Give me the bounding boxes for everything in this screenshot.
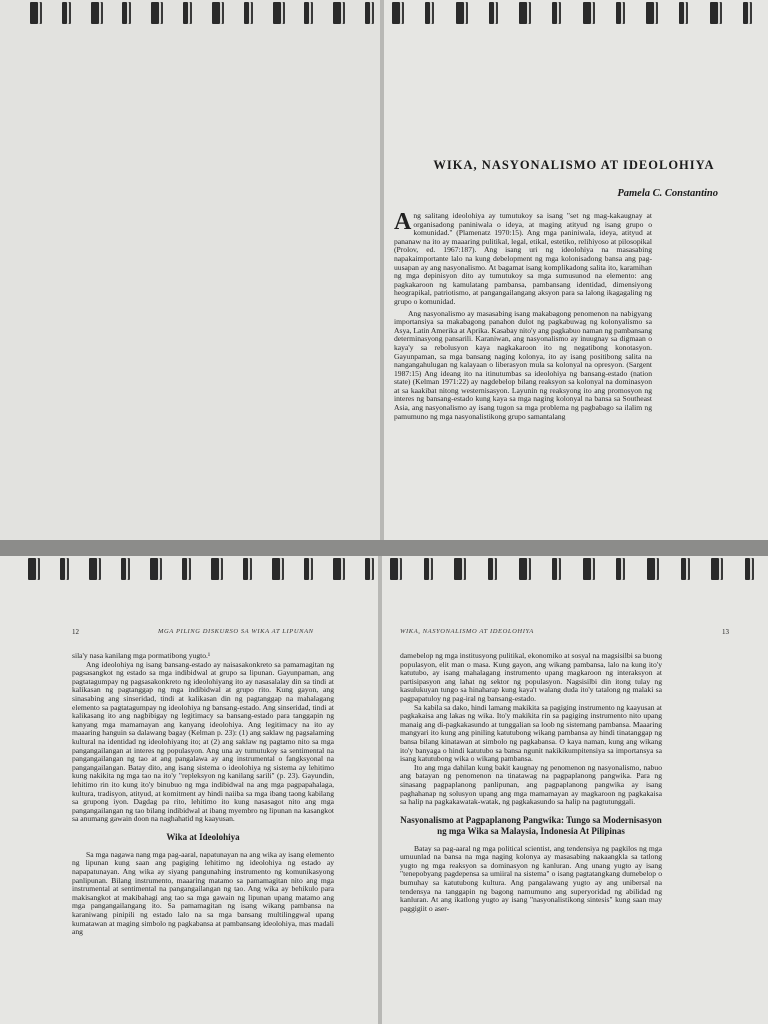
article-right-page [382,556,768,1024]
paragraph: Sa mga nagawa nang mga pag-aaral, napatunayan na ang wika ay isang elemento ng lipunan kung saan ang pagiging lehitimo ng ideolohiya ng estado ay napapatunayan. Ang wika ay siyang pangunahing instrumento ng komunikasyong panlipunan. Bilang instrumento, maaaring matamo sa pamamagitan nito ang mga instrumental at sentimental na pangangailangan ng tao. Ang wika ay behikulo para makisangkot at makibahagi ang tao sa mga gawain ng lipunan upang matamo ang mga pangangailangang ito. Sa pamamagitan ng isang wikang pambansa na karaniwang pinipili ng estado lalo na sa mga bansang multilinggwal upang kumatawan at maging simbolo ng pagkabansa at pambansang ideolohiya, mas madali ang [72,849,334,937]
binding-ring [646,2,654,24]
scan-separator [0,540,768,556]
binding-ring [679,2,684,24]
binding-ring [62,2,67,24]
section-heading: Wika at Ideolohiya [166,831,240,842]
binding-ring [454,558,462,580]
bottom-spread [0,556,768,1024]
article-body [400,652,662,913]
article-body [72,652,334,937]
binding-ring [121,558,126,580]
binding-ring [583,2,591,24]
binding-ring [456,2,464,24]
binding-ring [304,558,309,580]
binding-ring [211,558,219,580]
binding-ring [710,2,718,24]
spiral-binding [28,556,370,586]
binding-ring [91,2,99,24]
article-left-page [0,556,378,1024]
page-number: 13 [722,628,729,636]
drop-cap: A [394,209,412,235]
running-head: WIKA, NASYONALISMO AT IDEOLOHIYA [400,628,534,635]
binding-ring [150,558,158,580]
binding-ring [60,558,65,580]
binding-ring [304,2,309,24]
paragraph: Ang ideolohiya ng isang bansang-estado ay naisasakonkreto sa pamamagitan ng pagsasangkot ng estado sa mga indibidwal at grupo sa lipunan. Gayunpaman, ang pagtatagumpay ng pagsasakonkreto ng ideolohiyang ito ay nasasalalay din sa tindi at kalikasan ng pagtanggap ng mga indibidwal at grupo rito. Kung gayon, ang sinasabing ang sinseridad, tindi at kalikasan din ng pagtanggap na mahalagang elemento sa pagtatagumpay ng ideolohiya ng bansang-estado. Ang sinseridad, tindi at kalikasang ito ang nagbibigay ng legitimacy sa bansang-estado para tanggapin ng kanyang mga mamamayan ang kanyang ideolohiya. Ang legitimacy na ito ay maaaring hanguin sa dalawang bagay (Kelman p. 23): (1) ang saklaw ng pagsalaming kultural na identidad ng ideolohiyang ito; at (2) ang saklaw ng pagtamo nito sa mga pangangailangan at interes ng populasyon. Ang una ay tumutukoy sa sentimental na pangangailangan ng tao at ang pangalawa ay ang instrumental o fangksyonal na pangangailangan. Batay dito, ang isang sistema o ideolohiya ng sistema ay lehitimo kung nakikita ng mga tao na ito'y "repleksyon ng kanilang sarili" (p. 23). Gayundin, lehitimo rin ito kung ito'y binubuo ng mga indibidwal na ang mga pagpapahalaga, kultura, tradisyon, atityud, at komitment ay hindi naiiba sa mga ibang taong kabilang sa grupong iyon. Dagdag pa rito, lehitimo ito kung nasasagot nito ang mga pangangailangan ng tao bilang indibidwal at ibang myembro ng lipunan na kasangkot sa anumang gawain doon na naghahatid ng kaayusan. [72,659,334,824]
paragraph: damebelop ng mga institusyong pulitikal, ekonomiko at sosyal na magsisilbi sa buong populasyon, elit man o masa. Kung gayon, ang wikang pambansa, lalo na kung ito'y katutubo, ay isang mahalagang instrumento upang magkaroon ng interaksyon at partisipasyon ang lahat ng sektor ng populasyon. Nagsisilbi din itong tulay ng kasulukuyan tungo sa hinaharap kung kaya't walang duda ito'y tatalong ng malaki sa pagpapatuloy ng pag-iral ng bansang-estado. [400,651,662,703]
binding-ring [583,558,591,580]
binding-ring [519,2,527,24]
binding-ring [489,2,494,24]
binding-ring [552,2,557,24]
article-first-page [384,0,768,540]
binding-ring [711,558,719,580]
binding-ring [681,558,686,580]
binding-ring [519,558,527,580]
binding-ring [122,2,127,24]
binding-ring [212,2,220,24]
article-author: Pamela C. Constantino [617,188,718,199]
spiral-binding [390,556,750,586]
binding-ring [182,558,187,580]
binding-ring [365,558,370,580]
binding-ring [616,2,621,24]
binding-ring [273,2,281,24]
paragraph: Sa kabila sa dako, hindi lamang makikita sa pagiging instrumento ng kaayusan at pagkakaisa ang lakas ng wika. Ito'y makikita rin sa pagiging instrumento nito upang manaig ang di-pagkakasundo at tunggalian sa loob ng sistemang pambansa. Maaaring mangyari ito kung ang piniling katutubong wikang pambansa ay hindi tinatanggap ng bansa bilang kinatawan at simbolo ng pagkabansa. O kaya naman, kung ang wikang ito'y banyaga o hindi katutubo sa bansa ngunit nakikikumpitensiya sa importansya sa isang katutubong wika o wikang pambansa. [400,702,662,764]
paragraph-text: ng salitang ideolohiya ay tumutukoy sa isang "set ng mag-kakaugnay at organisadong paniniwala o ideya, at maging atityud ng isang grupo o komunidad." (Plamenatz 1970:15). Ang mga paniniwala, ideya, atityud at pananaw na ito ay maaaring pulitikal, legal, etikal, estetiko, relihiyoso at pilosopikal (Prolov, ed. 1967:187). Ang isang uri ng ideolohiya na masasabing napakaimportante lalo na kung debelopment ng mga kolonisadong bansa ang pag-uusapan ay ang nasyonalismo. At bagamat isang komplikadong salita ito, karamihan ng mga depinisyon dito ay tumutukoy sa mga sumusunod na elemento: ang pagkakaroon ng kamulatang pambansa, pambansang identidad, dimensiyong heograpikal, patriotismo, at pangangailangang aksyon para sa lalong ikagagaling ng grupo o komunidad. [394,211,652,306]
binding-ring [425,2,430,24]
binding-ring [743,2,748,24]
page-number: 12 [72,628,79,636]
binding-ring [30,2,38,24]
paragraph: sila'y nasa kanilang mga pormatibong yugto.¹ [72,651,211,660]
article-body [394,209,653,421]
blank-left-page [0,0,380,540]
binding-ring [151,2,159,24]
binding-ring [616,558,621,580]
binding-ring [365,2,370,24]
binding-ring [552,558,557,580]
paragraph [394,209,652,307]
article-title: WIKA, NASYONALISMO AT IDEOLOHIYA [433,158,715,172]
binding-ring [183,2,188,24]
binding-ring [745,558,750,580]
binding-ring [333,2,341,24]
binding-ring [89,558,97,580]
paragraph: Ang nasyonalismo ay masasabing isang makabagong penomenon na nabigyang importansiya sa makabagong panahon dulot ng pagkabuwag ng kolonyalismo sa Asya, Latin Amerika at Aprika. Kasabay nito'y ang pagkabuo naman ng pambansang determinasyong pansarili. Karaniwan, ang nasyonalismo ay inuugnay sa digmaan o kaya'y sa rebolusyon kaya nagkakaroon ito ng negatibong konotasyon. Gayunpaman, sa mga bansang naging kolonya, ito ay isang positibong salita na nangangahulugan ng kalayaan o liberasyon mula sa kolonyal na opresyon. (Sargent 1987:15) Ang ideang ito na itinutumbas sa ideolohiya ng bansang-estado (nation state) (Kelman 1971:22) ay nagdebelop bilang reaksyon sa kolonyal na dominasyon at sa kaakibat nitong westernisasyon. Layunin ng reaksyong ito ang promosyon ng interes ng bansang-estado kung kaya sa mga naging kolonyal na bansa sa Southeast Asia, ang nasyonalismo ay isang tugon sa mga problema ng pagbabago sa ilalim ng pamumuno ng mga nasyonalistikong grupo samantalang [394,308,653,421]
spiral-binding [30,0,370,30]
binding-ring [28,558,36,580]
running-head: MGA PILING DISKURSO SA WIKA AT LIPUNAN [158,628,314,635]
binding-ring [333,558,341,580]
binding-ring [424,558,429,580]
binding-ring [244,2,249,24]
paragraph: Batay sa pag-aaral ng mga political scientist, ang tendensiya ng pagkilos ng mga umuunlad na bansa na mga naging kolonya ay masasabing nakaangkla sa tatlong yugto ng mga reaksyon sa dominasyon ng kanluran. Ang unang yugto ay isang "tenepobyang pagdepensa sa umiiral na sistema" o isang pagtatangkang dumebelop o bumuhay sa katutubong kultura. Ang pangalawang yugto ay ang unibersal na tendensya na tanggapin ng bagong namumuno ang superyoridad ng abilidad ng kanluran. At ang ikatlong yugto ay isang "nasyonalistikong sintesis" kung saan may paggigiit o aser- [400,843,662,913]
section-heading: Nasyonalismo at Pagpaplanong Pangwika: Tungo sa Modernisasyon ng mga Wika sa Malaysia, Indonesia At Pilipinas [400,814,662,836]
binding-ring [488,558,493,580]
binding-ring [392,2,400,24]
paragraph: Ito ang mga dahilan kung bakit kaugnay ng penomenon ng nasyonalismo, nabuo ang batayan ng penomenon na tinatawag na pagpaplanong pangwika. Para ng sinasang pagpaplanong panlipunan, ang pagpaplanong pangwika ay isang paghahanap ng solusyon upang ang mga mamamayan ay magkaroon ng pagkakaisa sa halip na pagkakawatak-watak, ng pagkakasundo sa halip na pagtutunggali. [400,762,662,807]
binding-ring [647,558,655,580]
binding-ring [243,558,248,580]
spiral-binding [392,0,748,30]
binding-ring [390,558,398,580]
binding-ring [272,558,280,580]
